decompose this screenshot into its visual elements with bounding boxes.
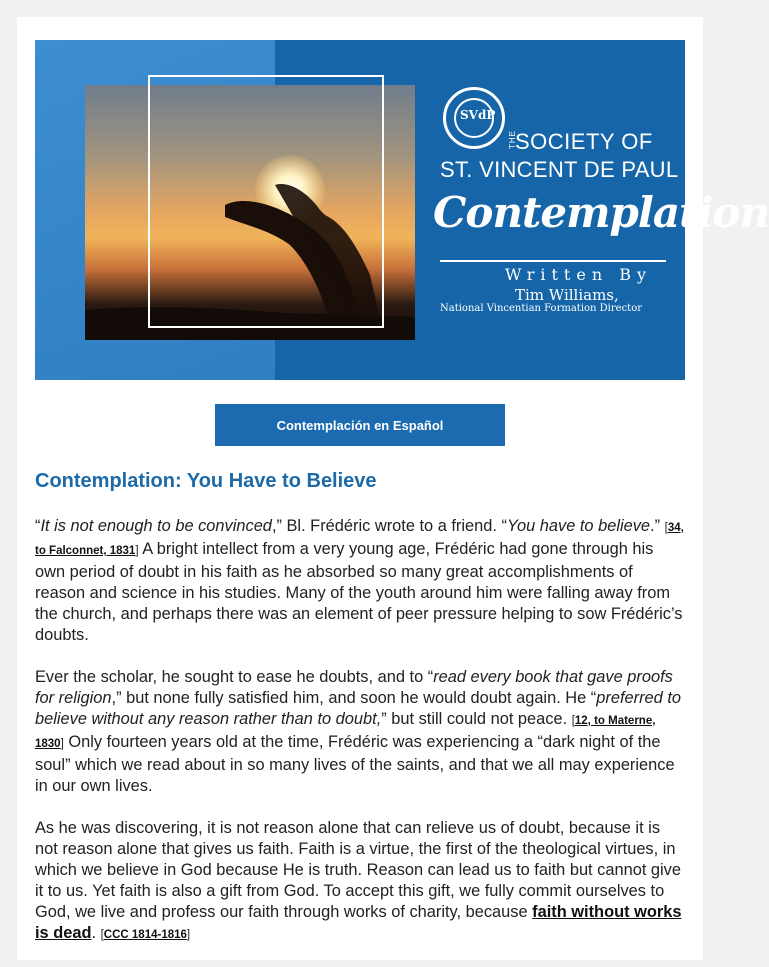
the-label: THE [508,130,517,149]
author-name: Tim Williams, [515,286,619,304]
article-title: Contemplation: You Have to Believe [35,470,377,492]
society-line1: SOCIETY OF [515,129,653,154]
reference-link[interactable]: CCC 1814-1816 [103,929,187,941]
banner-divider [440,260,666,262]
banner-title: Contemplation [433,188,769,237]
written-by: Written By [505,265,653,284]
paragraph-2: Ever the scholar, he sought to ease he doubts, and to “read every book that gave proofs for religion,” but none fully satisfied him, and soon he would doubt again. He “preferred to believe without any reason rather than to doubt,” but still could not peace. [12, to Materne, 1830] Only fourteen years old at the time, Frédéric was experiencing a “dark night of the soul” which we read about in so many lives of the saints, and that we all may experience in our own lives. [35,668,681,795]
reference-link[interactable]: 34, to Falconnet, 1831 [35,522,684,557]
newsletter-card [17,17,769,960]
author-role: National Vincentian Formation Director [440,303,642,314]
photo-frame [148,75,384,328]
article-body [35,516,687,967]
faith-works-link[interactable]: faith without works is dead [35,903,682,942]
society-line2: ST. VINCENT DE PAUL [440,157,679,182]
spanish-version-button[interactable]: Contemplación en Español [215,404,505,446]
paragraph-1: “It is not enough to be convinced,” Bl. Frédéric wrote to a friend. “You have to believe.” [34, to Falconnet, 1831] A bright intellect from a very young age, Frédéric had gone through his own period of doubt in his faith as he absorbed so many great accomplishments of reason and science in his studies. Many of the youth around him were falling away from the church, and perhaps there was an element of peer pressure helping to sow Frédéric’s doubts. [35,517,684,644]
reference-link[interactable]: 12, to Materne, 1830 [35,715,656,750]
header-banner [35,40,769,380]
svdp-logo-icon: SVdP [443,87,505,149]
paragraph-3: As he was discovering, it is not reason alone that can relieve us of doubt, because it is not reason alone that gives us faith. Faith is a virtue, the first of the theological virtues, in which we believe in God because He is truth. Reason can lead us to faith but cannot give it to us. Yet faith is also a gift from God. To accept this gift, we fully commit ourselves to God, we live and profess our faith through works of charity, because faith without works is dead. [CCC 1814-1816] [35,819,682,942]
